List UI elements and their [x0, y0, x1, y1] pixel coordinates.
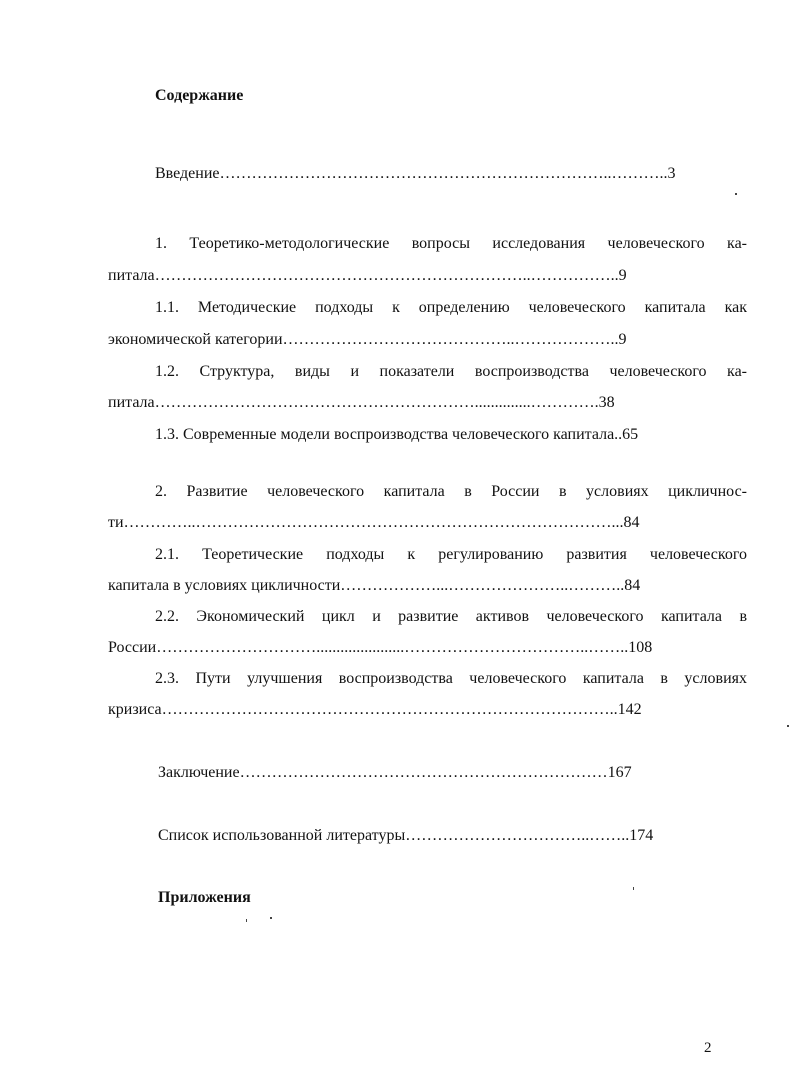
- toc-entry-section-2-2-line1: 2.2. Экономический цикл и развитие активов человеческого капитала в: [155, 608, 747, 625]
- toc-entry-chapter1-line2: питала……………………………………………………………..……………..9: [108, 267, 627, 284]
- toc-entry-introduction: Введение………………………………………………………………..………..3: [155, 165, 676, 182]
- scan-speck: [270, 917, 272, 919]
- toc-entry-section-1-1-line1: 1.1. Методические подходы к определению человеческого капитала как: [155, 299, 747, 316]
- toc-entry-section-1-2-line2: питала……………………………………………………..............………….38: [108, 394, 615, 411]
- scan-speck: [633, 887, 634, 890]
- toc-entry-section-2-3-line1: 2.3. Пути улучшения воспроизводства человеческого капитала в условиях: [155, 670, 747, 687]
- toc-entry-section-1-2-line1: 1.2. Структура, виды и показатели воспроизводства человеческого ка-: [155, 363, 747, 380]
- scan-speck: [246, 919, 247, 922]
- page-number: 2: [704, 1040, 712, 1056]
- toc-entry-section-1-3: 1.3. Современные модели воспроизводства человеческого капитала..65: [155, 426, 639, 443]
- toc-entry-section-2-2-line2: России…………………………......................……………………………..……..108: [108, 639, 653, 656]
- toc-entry-conclusion: Заключение……………………………………………………………167: [158, 764, 632, 781]
- appendices-heading: Приложения: [158, 889, 251, 906]
- toc-entry-bibliography: Список использованной литературы……………………………..……..174: [158, 827, 654, 844]
- toc-entry-section-2-1-line2: капитала в условиях цикличности………………...…………………..………..84: [108, 577, 641, 594]
- toc-entry-section-1-1-line2: экономической категории……………………………………..………………..9: [108, 331, 627, 348]
- toc-entry-section-2-3-line2: кризиса…………………………………………………………………………..142: [108, 701, 642, 718]
- scan-speck: [735, 193, 737, 195]
- page-title: Содержание: [155, 87, 244, 104]
- toc-entry-chapter2-line2: ти…………..……………………………………………………………………...84: [108, 514, 640, 531]
- scan-speck: [787, 725, 789, 727]
- toc-entry-section-2-1-line1: 2.1. Теоретические подходы к регулированию развития человеческого: [155, 546, 747, 563]
- toc-entry-chapter2-line1: 2. Развитие человеческого капитала в России в условиях цикличнос-: [155, 483, 747, 500]
- toc-entry-chapter1-line1: 1. Теоретико-методологические вопросы исследования человеческого ка-: [155, 235, 747, 252]
